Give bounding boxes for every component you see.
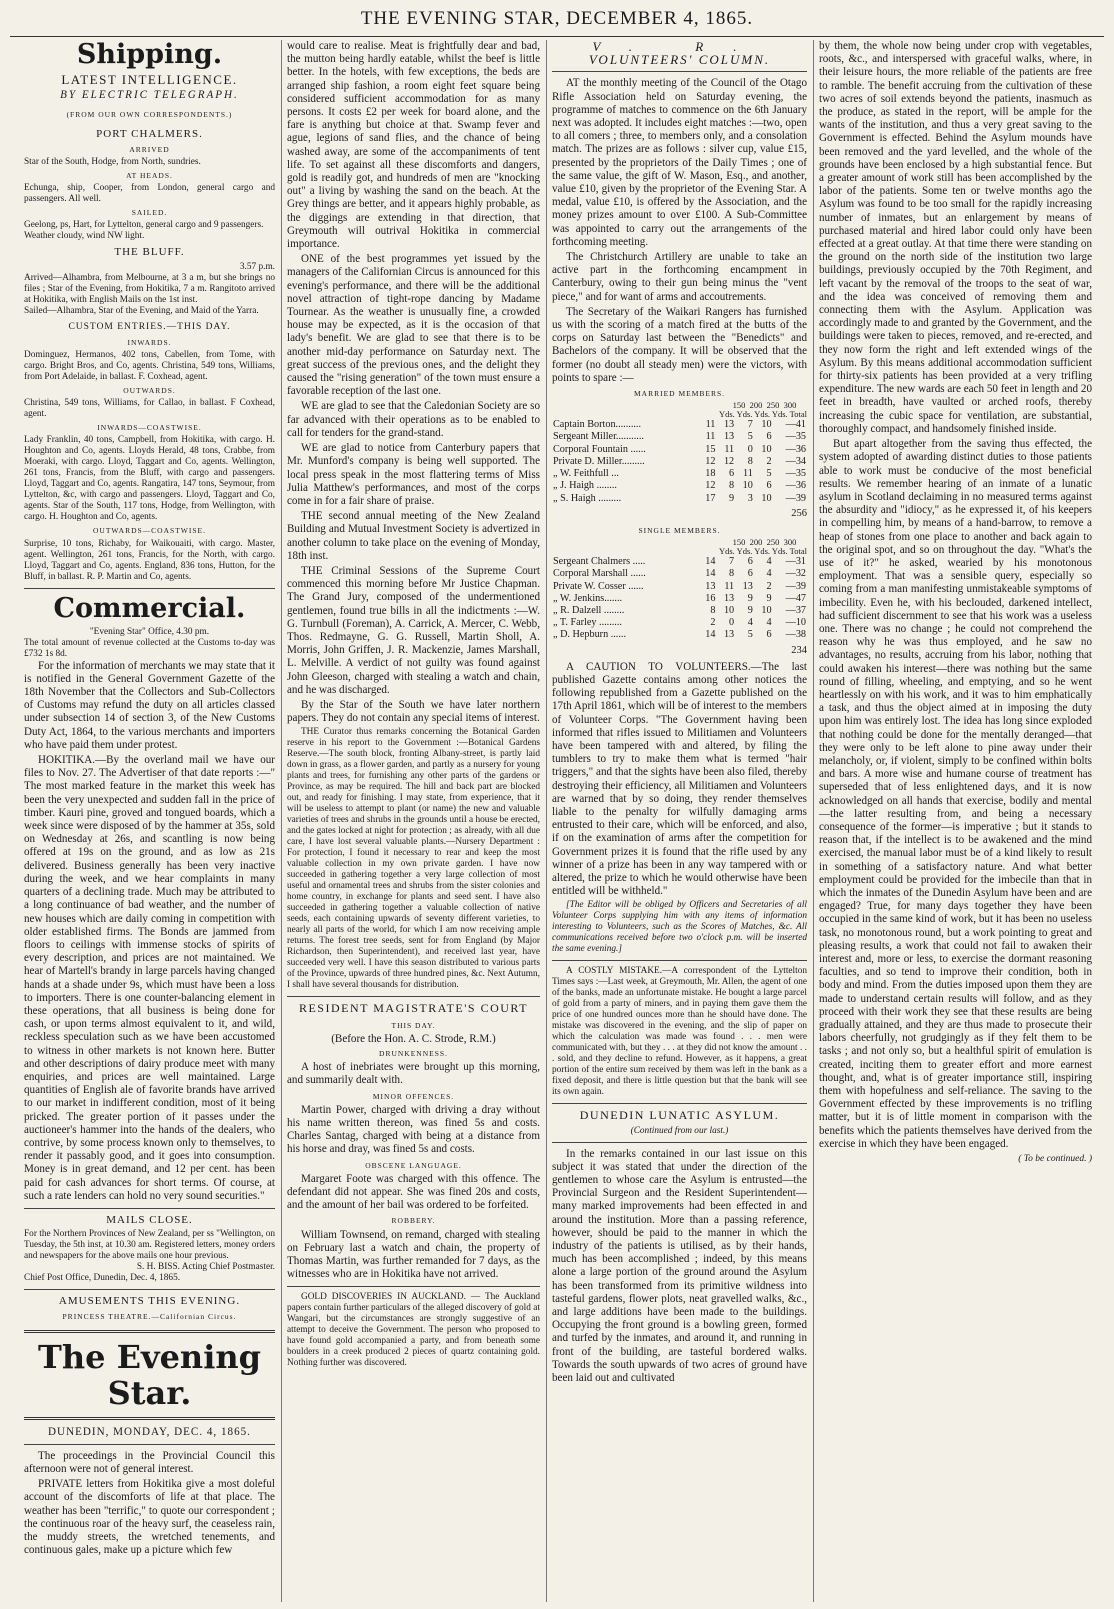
member-total: —32 [785, 568, 806, 580]
score-cell: 11 [743, 468, 753, 480]
criminal-sessions-paragraph: THE Criminal Sessions of the Supreme Court commenced this morning before Mr Justice Chapman. The Grand Jury, composed of the undermentioned gentlemen, found true bills in all the indictments :—W. G. Turnbull (Foreman), A. Carrick, A. Mercer, C. Webb, Thos. Redmayne, G. G. Russell, Martin Sholl, A. Morris, John Griffen, J. R. Mackenzie, James Marshall, L. Melville. A verdict of not guilty was found against John Gleeson, charged with stealing a watch and chain, and he was discharged. [287, 564, 540, 696]
drunkenness-heading: DRUNKENNESS. [379, 1048, 448, 1058]
inwards-heading: INWARDS. [127, 337, 172, 347]
canterbury-paragraph: WE are glad to notice from Canterbury papers that Mr. Munford's company is being well supported. The local press speak in the most flattering terms of Miss Julia Matthew's performances, and most of the corps come in for a fair share of praise. [287, 442, 540, 507]
caledonian-paragraph: WE are glad to see that the Caledonian Society are so far advanced with their operations as to be enabled to call for tenders for the grand-stand. [287, 400, 540, 439]
table-row [552, 456, 807, 468]
score-cell: 4 [747, 617, 753, 629]
asylum-paragraph: by them, the whole now being under crop with vegetables, roots, &c., and interspersed with graceful walks, where, in their leisure hours, the more reliable of the patients are free to ramble. The benefit accruing from the cultivation of these two acres of soil extends beyond the patients, inasmuch as the produce, as stated in the report, will be ample for the wants of the institution, and thus a very great saving to the Government is effected. Behind the Asylum mounds have been removed and the yard levelled, and the whole of the grounds have been enclosed by a high substantial fence. But a greater amount of work still has been accomplished by the labor of the patients. Some ten or twelve months ago the Asylum was found to be too small for the rapidly increasing number of inmates, but an enlargement by means of purchased material and hired labor could only have been effected at a great outlay. At that time there were standing on the ground on the north side of the institution two large buildings, previously occupied by the 70th Regiment, and left vacant by the removal of the troops to the seat of war, and the idea was conceived of removing them and connecting them with the Asylum. Application was accordingly made to and granted by the Government, and the buildings were taken to pieces, removed, and re-erected, and they now form the right and left extended wings of the Asylum. By this means additional accommodation sufficient for thirty-six patients has been provided at a very trifling expenditure. The new wards are each 50 feet in length and 20 feet in breadth, have vaulted or arched roofs, thereby increasing the cubic space for ventilation, are substantial, thoroughly compact, and handsomely finished inside. [819, 40, 1092, 435]
score-cell: 12 [705, 480, 716, 492]
score-cell: 8 [747, 455, 753, 467]
yard-150: 150 [732, 400, 746, 411]
score-cell: 6 [729, 468, 735, 480]
member-name: „ S. Haigh ......... [553, 492, 622, 504]
editorial-paragraph: PRIVATE letters from Hokitika give a most doleful account of the discomforts of life at that place. The weather has been "terrific," to quote our correspondent ; the continuous roar of the heavy surf, the ceaseless rain, the muddy streets, the wretched tenements, and continuous gales, make up a picture which few [24, 1478, 275, 1557]
masthead-rule [10, 36, 1104, 37]
score-cell: 4 [766, 556, 772, 568]
member-name: „ R. Dalzell ........ [553, 604, 625, 616]
building-society-paragraph: THE second annual meeting of the New Zealand Building and Mutual Investment Society is advertized in another column to take place on the evening of Monday, 18th inst. [287, 510, 540, 562]
score-cell: 9 [729, 492, 735, 504]
yard-200: 200 [749, 537, 763, 548]
score-cell: 10 [761, 492, 772, 504]
commercial-heading: Commercial. [53, 592, 246, 624]
divider [552, 1142, 807, 1143]
court-before: (Before the Hon. A. C. Strode, R.M.) [331, 1032, 496, 1045]
asylum-heading: DUNEDIN LUNATIC ASYLUM. [579, 1108, 780, 1123]
score-cell: 13 [723, 419, 735, 431]
score-cell: 2 [766, 455, 772, 467]
inwards-text: Dominguez, Hermanos, 402 tons, Cabellen, from Tome, with cargo. Bright Bros, and Co, agents. Christina, 549 tons, Williams, from Port Adelaide, in ballast. F. Coxhead, agent. [24, 350, 275, 383]
inwards-coastwise-heading: INWARDS—COASTWISE. [97, 423, 202, 433]
port-chalmers-heading: PORT CHALMERS. [96, 127, 203, 140]
score-cell: 13 [705, 580, 716, 592]
latest-intelligence: LATEST INTELLIGENCE. [61, 72, 238, 87]
score-cell: 14 [705, 556, 716, 568]
artillery-paragraph: The Christchurch Artillery are unable to take an active part in the forthcoming encampment in Canterbury, owing to their gun being minus the "vent piece," and for want of arms and accoutrements. [552, 251, 807, 303]
column-2 [281, 40, 546, 1602]
table-row [552, 581, 807, 593]
score-cell: 12 [705, 455, 716, 467]
score-cell: 6 [766, 629, 772, 641]
divider [24, 1417, 275, 1420]
table-row [552, 617, 807, 629]
score-cell: 9 [766, 592, 772, 604]
score-cell: 14 [705, 629, 716, 641]
yard-300: 300 [783, 400, 797, 411]
score-cell: 11 [705, 419, 716, 431]
table-header-yds: Yds. Yds. Yds. Yds. Total [718, 546, 807, 557]
divider [24, 1444, 275, 1445]
yard-250: 250 [766, 537, 780, 548]
score-cell: 17 [705, 492, 716, 504]
rifle-association-paragraph: AT the monthly meeting of the Council of the Otago Rifle Association held on Saturday evening, the programme of matches to commence on the 6th January next was adopted. It includes eight matches :—two, open to all comers ; three, to members only, and a consolation match. The prizes are as follows : silver cup, value £15, presented by the proprietors of the Daily Times ; one of the same value, the gift of W. Mason, Esq., and another, value £10, given by the proprietor of the Evening Star. A medal, value £10, is offered by the Association, and the money prizes amount to over £100. A Sub-Committee was appointed to carry out the arrangements of the forthcoming meeting. [552, 77, 807, 248]
score-cell: 8 [729, 568, 735, 580]
table-row [552, 568, 807, 580]
member-total: —35 [785, 431, 806, 443]
member-total: —31 [785, 556, 806, 568]
score-cell: 6 [747, 568, 753, 580]
score-cell: 10 [761, 419, 772, 431]
obscene-language-heading: OBSCENE LANGUAGE. [365, 1160, 462, 1170]
editorial-paragraph: The proceedings in the Provincial Council this afternoon were not of general interest. [24, 1449, 275, 1475]
drunkenness-text: A host of inebriates were brought up this morning, and summarily dealt with. [287, 1061, 540, 1087]
member-total: —47 [785, 592, 806, 604]
outwards-text: Christina, 549 tons, Williams, for Callao, in ballast. F Coxhead, agent. [24, 398, 275, 420]
telegraph-line: BY ELECTRIC TELEGRAPH. [60, 89, 239, 102]
outwards-heading: OUTWARDS. [123, 386, 176, 396]
score-cell: 5 [766, 468, 772, 480]
member-total: —41 [785, 419, 806, 431]
commercial-office: "Evening Star" Office, 4.30 pm. [89, 626, 210, 637]
table-row [552, 431, 807, 443]
score-cell: 8 [710, 604, 716, 616]
member-name: Sergeant Chalmers ..... [553, 556, 646, 568]
score-cell: 9 [747, 604, 753, 616]
member-total: —10 [785, 617, 806, 629]
score-cell: 12 [723, 455, 735, 467]
star-of-south-paragraph: By the Star of the South we have later northern papers. They do not contain any special items of interest. [287, 698, 540, 725]
score-cell: 10 [742, 480, 753, 492]
table-row [552, 493, 807, 505]
member-total: —39 [785, 580, 806, 592]
outwards-coastwise-text: Surprise, 10 tons, Richaby, for Waikouaiti, with cargo. Master, agent. Wellington, 261 tons, Francis, for the North, with cargo. Lloyd, Taggart and Co, agents. England, 836 tons, Hutton, for the Bluff, in ballast. R. P. Martin and Co, agents. [24, 538, 275, 582]
asylum-paragraph: In the remarks contained in our last issue on this subject it was stated that under the direction of the gentlemen to whose care the Asylum is entrusted—the Provincial Surgeon and the Resident Superintendent—many marked improvements had been effected in and around the institution. More than a passing reference, however, should be paid to the manner in which the industry of the patients is utilised, as by their hands, much has been accomplished ; indeed, by this means alone a large portion of the ground around the Asylum has been transformed from its primitive wildness into tasteful gardens, flower plots, neat gravelled walks, &c., and large additions have been made to the buildings. Occupying the front ground is a bowling green, formed and turfed by the inmates, and around it, and running in front of the building, are tasteful bordered walks. Towards the south upwards of two acres of ground have been laid out and cultivated [552, 1147, 807, 1385]
member-name: „ W. Jenkins....... [553, 592, 623, 604]
member-name: Private W. Cosser ...... [553, 580, 644, 592]
divider [287, 1286, 540, 1287]
mails-heading: MAILS CLOSE. [106, 1213, 193, 1226]
evening-star-dateline: DUNEDIN, MONDAY, DEC. 4, 1865. [48, 1425, 251, 1438]
score-cell: 7 [747, 419, 753, 431]
yard-150: 150 [732, 537, 746, 548]
correspondents-line: (FROM OUR OWN CORRESPONDENTS.) [66, 110, 233, 120]
score-cell: 13 [723, 592, 735, 604]
outwards-coastwise-heading: OUTWARDS—COASTWISE. [93, 526, 206, 536]
score-cell: 3 [747, 492, 753, 504]
score-cell: 11 [724, 580, 735, 592]
member-name: Sergeant Miller........... [553, 431, 644, 443]
botanical-paragraph: THE Curator thus remarks concerning the Botanical Garden reserve in his report to the Government :—Botanical Gardens Reserve.—The south block, fronting Albany-street, is partly laid down in grass, as a flower garden, and partly as a nursery for young plants and trees, for furnishing any other parts of the gardens or Province, as may be required. The hill and back part are blocked out, and ready for finishing. I may state, from experience, that it will be useless to attempt to plant (or name) the new and valuable varieties of trees and shrubs in the grounds until a house be erected, and the gates locked at night for protection ; as already, with all due care, I have lost several valuable plants.—Nursery Department : For protection, I found it necessary to rear and keep the most valuable collection in my own private garden. I have now succeeded in gathering together a very large collection of most useful and ornamental trees and shrubs from the sister colonies and home country, in exchange for plants and seed sent. I have also succeeded in gathering together a valuable collection of native seeds, each containing upwards of seventy different varieties, to nearly all parts of the world, for which I am now receiving ample returns. The forest tree seeds, sent for from England (by Major Richardson, then Superintendent), and received last year, have succeeded very well. I have this season distributed to various parts of the Province, upwards of three hundred pines, &c. Next Autumn, I shall have several thousands for distribution. [287, 727, 540, 991]
table-row [552, 629, 807, 641]
score-cell: 4 [766, 617, 772, 629]
member-name: „ T. Farley ......... [553, 617, 622, 629]
waikari-paragraph: The Secretary of the Waikari Rangers has furnished us with the scoring of a match fired at the butts of the corps on Saturday last between the "Benedicts" and Bachelors of the company. It will be observed that the former (no doubt all steady men) were the victors, with points to spare :— [552, 305, 807, 384]
volunteers-heading: VOLUNTEERS' COLUMN. [588, 52, 771, 68]
shipping-heading: Shipping. [76, 40, 223, 70]
score-cell: 0 [729, 617, 735, 629]
to-be-continued: ( To be continued. ) [1018, 1154, 1092, 1165]
bluff-heading: THE BLUFF. [114, 246, 185, 259]
score-cell: 18 [705, 468, 716, 480]
member-total: —34 [785, 455, 806, 467]
mails-text: For the Northern Provinces of New Zealand, per ss "Wellington, on Tuesday, the 5th inst, at 10.30 am. Registered letters, money orders and newspapers for the above mails one hour previous. [24, 1229, 275, 1262]
table-row [552, 419, 807, 431]
member-name: Private D. Miller......... [553, 455, 645, 467]
score-cell: 10 [761, 604, 772, 616]
bluff-sailed: Sailed—Alhambra, Star of the Evening, and Maid of the Yarra. [24, 305, 259, 316]
member-total: —37 [785, 604, 806, 616]
robbery-heading: ROBBERY. [391, 1216, 436, 1226]
score-cell: 11 [705, 431, 716, 443]
yard-200: 200 [749, 400, 763, 411]
score-cell: 2 [710, 617, 716, 629]
table-row [552, 605, 807, 617]
divider [552, 1103, 807, 1104]
score-cell: 6 [766, 431, 772, 443]
member-name: Corporal Fountain ...... [553, 443, 646, 455]
member-total: —36 [785, 480, 806, 492]
column-3 [546, 40, 813, 1602]
evening-star-nameplate: The Evening Star. [38, 1337, 261, 1412]
yard-250: 250 [766, 400, 780, 411]
bluff-time: 3.57 p.m. [239, 261, 275, 272]
score-cell: 14 [705, 568, 716, 580]
score-cell: 6 [747, 556, 753, 568]
bluff-arrived: Arrived—Alhambra, from Melbourne, at 3 a m, but she brings no files ; Star of the Evening, from Hokitika, 7 a m. Rangitoto arrived at Hokitika, with English Mails on the 1st inst. [24, 272, 275, 305]
score-cell: 5 [747, 629, 753, 641]
score-cell: 8 [729, 480, 735, 492]
editor-note: [The Editor will be obliged by Officers and Secretaries of all Volunteer Corps supplying him with any items of information interesting to Volunteers, such as the Scores of Matches, &c. All communications received before two o'clock p.m. will be inserted the same evening.] [552, 900, 807, 955]
amusements-heading: AMUSEMENTS THIS EVENING. [58, 1295, 241, 1308]
divider [24, 588, 275, 589]
amusements-text: PRINCESS THEATRE.—Californian Circus. [62, 1312, 237, 1322]
score-cell: 7 [729, 556, 735, 568]
editorial-paragraph: would care to realise. Meat is frightfully dear and bad, the mutton being hardly eatable, whilst the beef is little better. In the hotels, with few exceptions, the beds are arranged ship fashion, a room eight feet square being considered sufficient accommodation for as many persons. It costs £2 per week for board alone, and the fare is anything but choice at that. Swamp fever and ague, legions of sand flies, and the chance of being washed away, are some of the accompaniments of tent life. To set against all these discomforts and dangers, gold is readily got, and hundreds of men are "knocking out" a living by washing the sand on the beach. At the Grey things are better, and it appears highly probable, as the diggings are extending in that direction, that Greymouth will outrival Hokitika in commercial importance. [287, 40, 540, 251]
married-scores-table [552, 419, 807, 504]
member-name: Captain Borton.......... [553, 419, 642, 431]
member-total: —36 [785, 443, 806, 455]
score-cell: 6 [766, 480, 772, 492]
asylum-paragraph: But apart altogether from the saving thus effected, the system adopted of awarding distinct duties to those patients able to work must be conducive of the most beneficial results. We remember hearing of an inmate of a lunatic asylum in Scotland declaiming in no measured terms against the absurdity and "idiocy," as he expressed it, of his keepers in compelling him, by means of a hand-barrow, to remove a heap of stones from one place to another and back again to the original spot, and so on throughout the day. "What's the use of it?" he asked, wearied by his monotonous employment. That was a sensible query, especially so coming from a man manifesting unmistakeable symptoms of imbecility. Even he, with his beclouded, darkened intellect, had sufficient discernment to see that his work was a useless one. There was no change ; he could not comprehend the reason why he was thus employed, and he saw no advantages, no results, accruing from his labor, nothing that could awaken his interest—there was nothing but the same round of filling, wheeling, and emptying, and so he went heartlessly on with his work, and it was to him emphatically a task, and thus the object aimed at in imposing the duty upon him was entirely lost. The idea has long since exploded that nothing could be done for the mentally deranged—that they were only to be left alone to pine away under their melancholy, or, if violent, simply to be confined within bolts and bars. A more wise and humane course of treatment has superseded that of less enlightened days, and it is now acknowledged on all hands that exercise, bodily and mental—the latter resulting from, and being a necessary consequence of the former—is imperative ; but it stands to reason that, if the intellect is to be awakened and the mind exercised, the manual labor must be of a kind likely to result in something of a satisfactory nature. And what better employment could be provided for the imbecile than that in which the inmates of the Dunedin Asylum have been and are engaged? True, for many days together they have been occupied in the same kind of work, but it has been no useless task, no monotonous round, but a work pointing to great and pleasing results, a work that could not fail to awaken their interest and, more or less, to exercise the dormant reasoning faculties, and so tend to improve their condition, both in body and mind. From the duties imposed upon them they are made to understand certain results will follow, and as they proceed with their work they see that these results are being gradually attained, and they are thus made to prosecute their labors cheerfully, not grudgingly as if they felt them to be tasks ; and not only so, but a healthful spirit of emulation is created, inciting them to greater effort and more earnest thought, and, what is of greater importance still, inspiring them with hopefulness and self-reliance. The saving to the Government effected by these improvements is no trifling matter, but it is of little moment in comparison with the benefits which the patients themselves have derived from the exercise in which they have been engaged. [819, 438, 1092, 1150]
sailed-text: Geelong, ps, Hart, for Lyttelton, general cargo and 9 passengers. [24, 220, 264, 231]
score-cell: 9 [747, 592, 753, 604]
weather-text: Weather cloudy, wind NW light. [24, 231, 145, 242]
member-total: —39 [785, 492, 806, 504]
mails-signature: S. H. BISS. Acting Chief Postmaster. [136, 1262, 275, 1273]
score-cell: 13 [742, 580, 753, 592]
gold-discoveries-paragraph: GOLD DISCOVERIES IN AUCKLAND. — The Auckland papers contain further particulars of the alleged discovery of gold at Wangari, but the circumstances are strongly suggestive of an attempt to deceive the Government. The person who proposed to have found gold accompanied a party, and from beneath some boulders in a creek produced 2 pieces of quartz containing gold. Nothing further was discovered. [287, 1292, 540, 1369]
member-name: „ D. Hepburn ...... [553, 629, 626, 641]
custom-entries-heading: CUSTOM ENTRIES.—THIS DAY. [68, 321, 231, 332]
commercial-paragraph: HOKITIKA.—By the overland mail we have our files to Nov. 27. The Advertiser of that date reports :—" The most marked feature in the market this week has been the very unexpected and sudden fall in the price of timber. Kauri pine, groved and tongued boards, which a week since were disposed of by the hammer at 35s, sold on Wednesday at 26s, and scantling is now being offered at 19s on the ground, and as low as 21s delivered. Business generally has been very inactive during the week, and we hear complaints in many quarters of a declining trade. Much may be attributed to a long continuance of bad weather, and the number of new houses which are daily coming in competition with older established firms. The Bonds are jammed from floors to ceilings with immense stocks of spirits of every description, and prices are not maintained. We hear of Martell's brandy in large parcels having changed hands at a shade under 9s, which must have been a loss to importers. There is one counter-balancing element in these operations, that all business is being done for cash, or upon terms almost equivalent to it, and wild, reckless speculation such as we have been accustomed to witness in other markets is not known here. Butter and other descriptions of dairy produce meet with many enquiries, and prices are well maintained. Large quantities of English ale of favorite brands have arrived to our market in indifferent condition, most of it being pricked. The greater portion of it passes under the auctioneer's hammer into the hands of the dealers, who contrive, by some process known only to themselves, to render it passably good, and it goes into consumption. Money is in great demand, and 12 per cent. has been paid for cash advances for short terms. Of course, at such a rate lenders can hold no very sound securities." [24, 754, 275, 1202]
commercial-revenue: The total amount of revenue collected at the Customs to-day was £732 1s 8d. [24, 637, 275, 659]
score-cell: 11 [724, 443, 735, 455]
member-total: —35 [785, 468, 806, 480]
single-scores-table [552, 556, 807, 641]
column-4 [813, 40, 1098, 1602]
robbery-text: William Townsend, on remand, charged with stealing on February last a watch and chain, the property of Thomas Martin, was further remanded for 7 days, as the witnesses who are in Hokitika have not arrived. [287, 1228, 540, 1281]
minor-offences-text: Martin Power, charged with driving a dray without his name written thereon, was fined 5s and costs. Charles Santag, charged with being at a distance from his horse and dray, was fined 5s and costs. [287, 1103, 540, 1156]
score-cell: 5 [747, 431, 753, 443]
member-name: „ J. Haigh ........ [553, 480, 617, 492]
score-cell: 0 [747, 443, 753, 455]
heads-heading: AT HEADS. [126, 171, 173, 181]
score-cell: 10 [723, 604, 735, 616]
single-total: 234 [791, 644, 807, 656]
column-1 [18, 40, 281, 1602]
table-row [552, 480, 807, 492]
divider [24, 1330, 275, 1333]
arrived-heading: ARRIVED [129, 144, 170, 154]
divider [24, 1289, 275, 1290]
score-cell: 10 [761, 443, 772, 455]
table-row [552, 468, 807, 480]
costly-mistake-paragraph: A COSTLY MISTAKE.—A correspondent of the Lyttelton Times says :—Last week, at Greymouth, Mr. Allen, the agent of one of the banks, made an unfortunate mistake. He bought a large parcel of gold from a party of miners, and in paying them gave them the price of one hundred ounces more than he should have done. The mistake was discovered in the evening, and the slip of paper on which the calculation was made was found . . . men were communicated with, but they . . . at they did not know the amount . . . sold, and they decline to refund. However, as it happens, a great portion of the entire sum received by them was left in the bank as a fixed deposit, and there is little question but that the bank will see its own again. [552, 966, 807, 1098]
member-total: —38 [785, 629, 806, 641]
score-cell: 15 [705, 443, 716, 455]
married-members-heading: MARRIED MEMBERS. [633, 389, 725, 399]
member-name: Corporal Marshall ...... [553, 568, 646, 580]
table-row [552, 593, 807, 605]
divider [287, 996, 540, 997]
court-heading: RESIDENT MAGISTRATE'S COURT [298, 1001, 529, 1016]
caution-paragraph: A CAUTION TO VOLUNTEERS.—The last published Gazette contains among other notices the following republished from a Gazette published on the 17th April 1861, which will be of interest to the members of Volunteer Corps. "The Government having been informed that rifles issued to Militiamen and Volunteers have been tampered with and altered, by filing the tumblers to try to make them what is termed "hair triggers," and that the sights have been also filed, thereby destroying their efficiency, all Militiamen and Volunteers are warned that by so doing, they render themselves liable to the penalty for wilfully damaging arms entrusted to their care, which will be enforced, and also, if on the examination of arms after the competition for Government prizes it is found that the rifle used by any winner of a prize has been in any way tampered with or altered, the prize to which he would otherwise have been entitled will be withheld." [552, 660, 807, 898]
asylum-continued: (Continued from our last.) [630, 1125, 729, 1136]
divider [552, 960, 807, 961]
score-cell: 13 [723, 629, 735, 641]
divider [552, 71, 807, 72]
score-cell: 16 [705, 592, 716, 604]
sailed-heading: SAILED. [131, 208, 168, 218]
page-masthead: THE EVENING STAR, DECEMBER 4, 1865. [360, 8, 754, 29]
score-cell: 2 [766, 580, 772, 592]
court-day: THIS DAY. [391, 1020, 436, 1030]
yard-300: 300 [783, 537, 797, 548]
table-row [552, 556, 807, 568]
mails-office: Chief Post Office, Dunedin, Dec. 4, 1865. [24, 1273, 181, 1284]
table-header-yds: Yds. Yds. Yds. Yds. Total [718, 409, 807, 420]
vr-heading: V. R. [592, 40, 767, 54]
score-cell: 4 [766, 568, 772, 580]
obscene-language-text: Margaret Foote was charged with this offence. The defendant did not appear. She was fined 20s and costs, and the amount of her bail was ordered to be forfeited. [287, 1172, 540, 1212]
commercial-paragraph: For the information of merchants we may state that it is notified in the General Government Gazette of the 18th November that the Collectors and Sub-Collectors of Customs may refund the duty on all articles classed under subsection 14 of section 3, of the New Customs Duty Act, 1864, to the various merchants and importers who have paid them under protest. [24, 659, 275, 751]
score-cell: 13 [723, 431, 735, 443]
member-name: „ W. Feithfull ... [553, 468, 619, 480]
arrived-text: Star of the South, Hodge, from North, sundries. [24, 157, 201, 168]
heads-text: Echunga, ship, Cooper, from London, general cargo and passengers. All well. [24, 183, 275, 205]
minor-offences-heading: MINOR OFFENCES. [372, 1091, 455, 1101]
divider [24, 1208, 275, 1209]
single-members-heading: SINGLE MEMBERS. [638, 525, 721, 535]
table-row [552, 444, 807, 456]
circus-paragraph: ONE of the best programmes yet issued by the managers of the Californian Circus is announced for this evening's performance, and there will be the additional novel attraction of tight-rope dancing by Madame Tournear. As the weather is unusually fine, a crowded house may be expected, as it is the occasion of that lady's benefit. We are glad to see that there is to be another mid-day performance on Saturday next. The great success of the previous ones, and the delight they caused the "rising generation" of the town must ensure a favorable reception of the last one. [287, 253, 540, 398]
inwards-coastwise-text: Lady Franklin, 40 tons, Campbell, from Hokitika, with cargo. H. Houghton and Co, agents. Lloyds Herald, 48 tons, Crabbe, from Moeraki, with cargo. Lloyd, Taggart and Co, agents. Wellington, 261 tons, Francis, from the Bluff, with cargo and passengers. Lloyd, Taggart and Co, agents. Rangatira, 147 tons, Seymour, from Lyttelton, &c, with cargo and passengers. Lloyd, Taggart and Co, agents. Star of the South, 117 tons, Hodge, from Wellington, with cargo. H. Houghton and Co, agents. [24, 435, 275, 523]
married-total: 256 [791, 507, 807, 519]
